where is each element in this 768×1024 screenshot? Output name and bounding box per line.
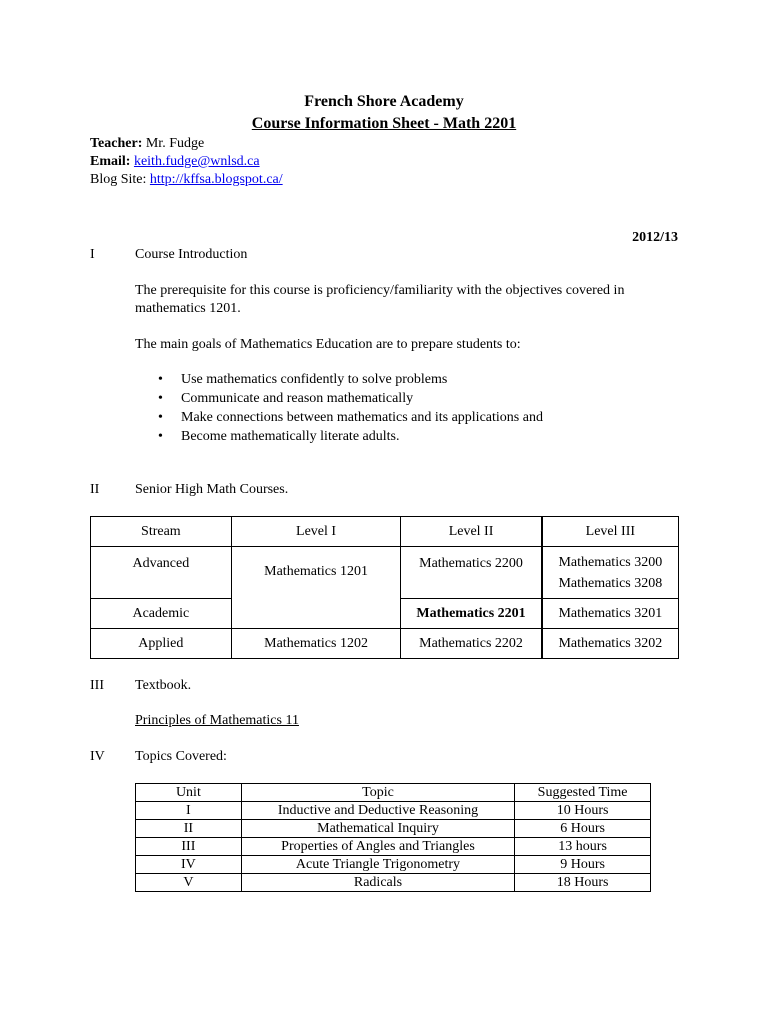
- time-cell: 13 hours: [515, 838, 651, 856]
- topics-header-unit: Unit: [136, 784, 242, 802]
- topics-header-row: [136, 784, 651, 802]
- table-row: [136, 802, 651, 820]
- teacher-line: [90, 135, 204, 153]
- topics-header-time: Suggested Time: [515, 784, 651, 802]
- header-level-2: Level II: [401, 517, 542, 547]
- section-title-textbook: Textbook.: [135, 678, 192, 693]
- section-numeral-i: I: [90, 247, 95, 262]
- unit-cell: I: [136, 802, 242, 820]
- section-numeral-ii: II: [90, 482, 100, 497]
- email-label: Email:: [90, 154, 131, 169]
- course-title: [0, 115, 768, 133]
- unit-cell: II: [136, 820, 242, 838]
- goals-intro: The main goals of Mathematics Education are to prepare students to:: [135, 337, 521, 352]
- goal-item: • Make connections between mathematics and its applications and: [155, 408, 543, 427]
- goals-list: [155, 370, 543, 446]
- header-stream: Stream: [91, 517, 232, 547]
- advanced-level3: [542, 547, 679, 599]
- header-level-3: Level III: [542, 517, 679, 547]
- table-row: [136, 838, 651, 856]
- time-cell: 18 Hours: [515, 874, 651, 892]
- academic-level2: Mathematics 2201: [401, 599, 542, 629]
- topic-cell: Properties of Angles and Triangles: [241, 838, 514, 856]
- section-numeral-iv: IV: [90, 749, 105, 764]
- email-line: [90, 153, 260, 171]
- section-title-topics: Topics Covered:: [135, 749, 227, 764]
- unit-cell: IV: [136, 856, 242, 874]
- topic-cell: Mathematical Inquiry: [241, 820, 514, 838]
- stream-academic: Academic: [91, 599, 232, 629]
- school-year: 2012/13: [632, 230, 678, 245]
- blog-label: Blog Site:: [90, 172, 147, 187]
- topics-header-topic: Topic: [241, 784, 514, 802]
- time-cell: 6 Hours: [515, 820, 651, 838]
- topic-cell: Acute Triangle Trigonometry: [241, 856, 514, 874]
- prereq-line-1: The prerequisite for this course is proficiency/familiarity with the objectives covered in: [135, 283, 625, 298]
- goal-item: • Communicate and reason mathematically: [155, 389, 543, 408]
- table-header-row: [91, 517, 679, 547]
- prereq-line-2: mathematics 1201.: [135, 301, 241, 316]
- topics-table: [135, 783, 651, 892]
- advanced-level3-b: Mathematics 3208: [558, 575, 663, 591]
- table-row-applied: [91, 629, 679, 659]
- topic-cell: Inductive and Deductive Reasoning: [241, 802, 514, 820]
- unit-cell: III: [136, 838, 242, 856]
- topic-cell: Radicals: [241, 874, 514, 892]
- email-link[interactable]: keith.fudge@wnlsd.ca: [133, 154, 260, 169]
- time-cell: 10 Hours: [515, 802, 651, 820]
- applied-level2: Mathematics 2202: [401, 629, 542, 659]
- course-title-text: Course Information Sheet - Math 2201: [251, 115, 517, 132]
- textbook-title: Principles of Mathematics 11: [135, 713, 299, 728]
- applied-level3: Mathematics 3202: [542, 629, 679, 659]
- school-title: French Shore Academy: [304, 93, 464, 110]
- section-numeral-iii: III: [90, 678, 104, 693]
- teacher-name: Mr. Fudge: [145, 136, 205, 151]
- section-title-intro: Course Introduction: [135, 247, 248, 262]
- time-cell: 9 Hours: [515, 856, 651, 874]
- blog-link[interactable]: http://kffsa.blogspot.ca/: [149, 172, 283, 187]
- stream-applied: Applied: [91, 629, 232, 659]
- table-row: [136, 856, 651, 874]
- courses-table: [90, 516, 679, 659]
- stream-advanced: Advanced: [91, 547, 232, 599]
- goal-item: • Use mathematics confidently to solve problems: [155, 370, 543, 389]
- table-row: [136, 874, 651, 892]
- level1-shared: Mathematics 1201: [231, 547, 401, 629]
- teacher-label: Teacher:: [90, 136, 143, 151]
- section-title-courses: Senior High Math Courses.: [135, 482, 289, 497]
- unit-cell: V: [136, 874, 242, 892]
- academic-level3: Mathematics 3201: [542, 599, 679, 629]
- table-row: [136, 820, 651, 838]
- table-row-advanced: [91, 547, 679, 599]
- goal-item: • Become mathematically literate adults.: [155, 427, 543, 446]
- applied-level1: Mathematics 1202: [231, 629, 401, 659]
- advanced-level3-a: Mathematics 3200: [558, 554, 663, 570]
- advanced-level2: Mathematics 2200: [401, 547, 542, 599]
- blog-line: [90, 171, 283, 189]
- header-level-1: Level I: [231, 517, 401, 547]
